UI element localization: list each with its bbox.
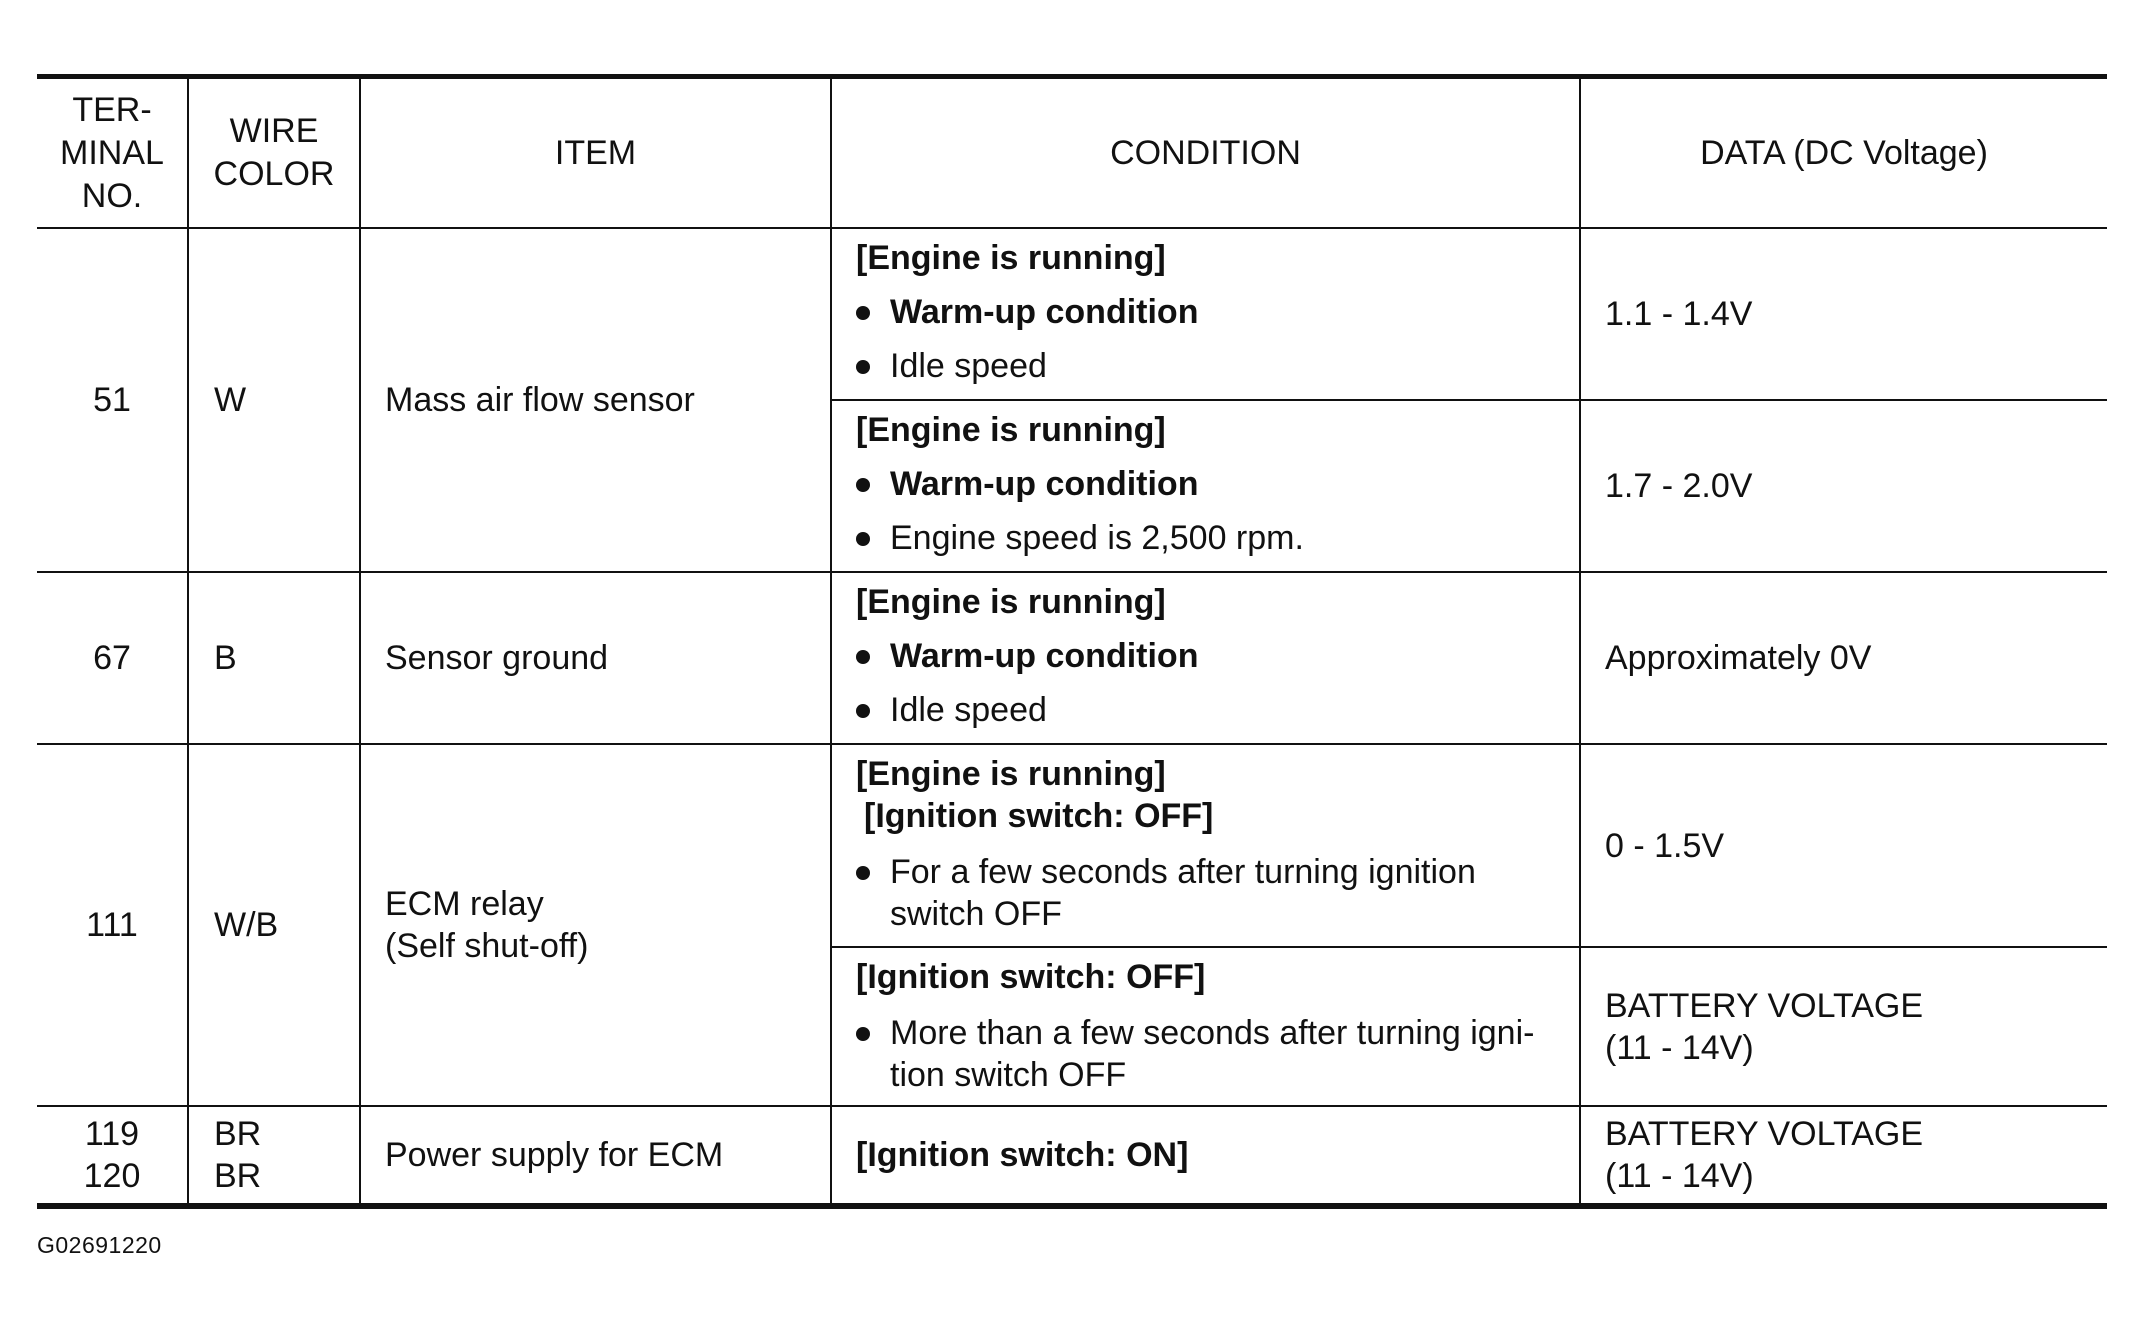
condition-bullet bbox=[856, 851, 1559, 935]
header-wire-color: WIRE COLOR bbox=[188, 77, 360, 229]
condition-bullet-text: For a few seconds after turning ignition switch OFF bbox=[890, 853, 1476, 933]
bullet-icon bbox=[856, 478, 870, 492]
header-condition: CONDITION bbox=[831, 77, 1580, 229]
condition-cell bbox=[831, 228, 1580, 400]
header-terminal-no: TER- MINAL NO. bbox=[37, 77, 188, 229]
item-cell: Mass air flow sensor bbox=[360, 228, 831, 572]
header-item: ITEM bbox=[360, 77, 831, 229]
data-cell: BATTERY VOLTAGE (11 - 14V) bbox=[1580, 947, 2107, 1106]
condition-heading: [Ignition switch: ON] bbox=[856, 1136, 1189, 1174]
figure-code: G02691220 bbox=[37, 1232, 162, 1258]
bullet-icon bbox=[856, 866, 870, 880]
condition-bullet bbox=[856, 689, 1559, 731]
terminal-no-cell: 51 bbox=[37, 228, 188, 572]
condition-subheading: [Ignition switch: OFF] bbox=[864, 797, 1214, 835]
condition-heading: [Engine is running] bbox=[856, 583, 1166, 621]
data-cell: 0 - 1.5V bbox=[1580, 744, 2107, 947]
wire-color-cell: B bbox=[188, 572, 360, 744]
terminal-no-cell: 67 bbox=[37, 572, 188, 744]
terminal-no-cell: 119 120 bbox=[37, 1106, 188, 1206]
header-row bbox=[37, 77, 2107, 229]
condition-heading: [Engine is running] bbox=[856, 755, 1166, 793]
condition-cell bbox=[831, 400, 1580, 572]
bullet-icon bbox=[856, 360, 870, 374]
condition-cell bbox=[831, 1106, 1580, 1206]
data-cell: BATTERY VOLTAGE (11 - 14V) bbox=[1580, 1106, 2107, 1206]
condition-cell bbox=[831, 572, 1580, 744]
condition-heading: [Ignition switch: OFF] bbox=[856, 958, 1206, 996]
condition-bullet-text: Engine speed is 2,500 rpm. bbox=[890, 519, 1304, 557]
table-row bbox=[37, 1106, 2107, 1206]
header-data: DATA (DC Voltage) bbox=[1580, 77, 2107, 229]
condition-cell bbox=[831, 744, 1580, 947]
data-cell: 1.1 - 1.4V bbox=[1580, 228, 2107, 400]
terminal-data-table-wrapper bbox=[37, 74, 2107, 1209]
bullet-icon bbox=[856, 532, 870, 546]
condition-heading: [Engine is running] bbox=[856, 411, 1166, 449]
condition-bullet bbox=[856, 463, 1559, 505]
condition-bullet bbox=[856, 517, 1559, 559]
bullet-icon bbox=[856, 650, 870, 664]
item-cell: Sensor ground bbox=[360, 572, 831, 744]
condition-bullet-text: Warm-up condition bbox=[890, 465, 1199, 503]
terminal-no-cell: 111 bbox=[37, 744, 188, 1106]
condition-cell bbox=[831, 947, 1580, 1106]
condition-bullet-text: Idle speed bbox=[890, 347, 1047, 385]
item-cell: ECM relay (Self shut-off) bbox=[360, 744, 831, 1106]
condition-bullet-text: Warm-up condition bbox=[890, 637, 1199, 675]
data-cell: Approximately 0V bbox=[1580, 572, 2107, 744]
bullet-icon bbox=[856, 1027, 870, 1041]
ecm-terminal-table bbox=[37, 74, 2107, 1209]
condition-bullet bbox=[856, 291, 1559, 333]
table-row bbox=[37, 228, 2107, 400]
condition-bullet-text: More than a few seconds after turning igni- tion switch OFF bbox=[890, 1014, 1535, 1094]
wire-color-cell: W/B bbox=[188, 744, 360, 1106]
item-cell: Power supply for ECM bbox=[360, 1106, 831, 1206]
condition-bullet-text: Idle speed bbox=[890, 691, 1047, 729]
table-row bbox=[37, 572, 2107, 744]
table-row bbox=[37, 744, 2107, 947]
bullet-icon bbox=[856, 306, 870, 320]
bullet-icon bbox=[856, 704, 870, 718]
wire-color-cell: BR BR bbox=[188, 1106, 360, 1206]
data-cell: 1.7 - 2.0V bbox=[1580, 400, 2107, 572]
condition-bullet bbox=[856, 345, 1559, 387]
condition-bullet bbox=[856, 1012, 1559, 1096]
condition-heading: [Engine is running] bbox=[856, 239, 1166, 277]
condition-bullet-text: Warm-up condition bbox=[890, 293, 1199, 331]
condition-bullet bbox=[856, 635, 1559, 677]
wire-color-cell: W bbox=[188, 228, 360, 572]
